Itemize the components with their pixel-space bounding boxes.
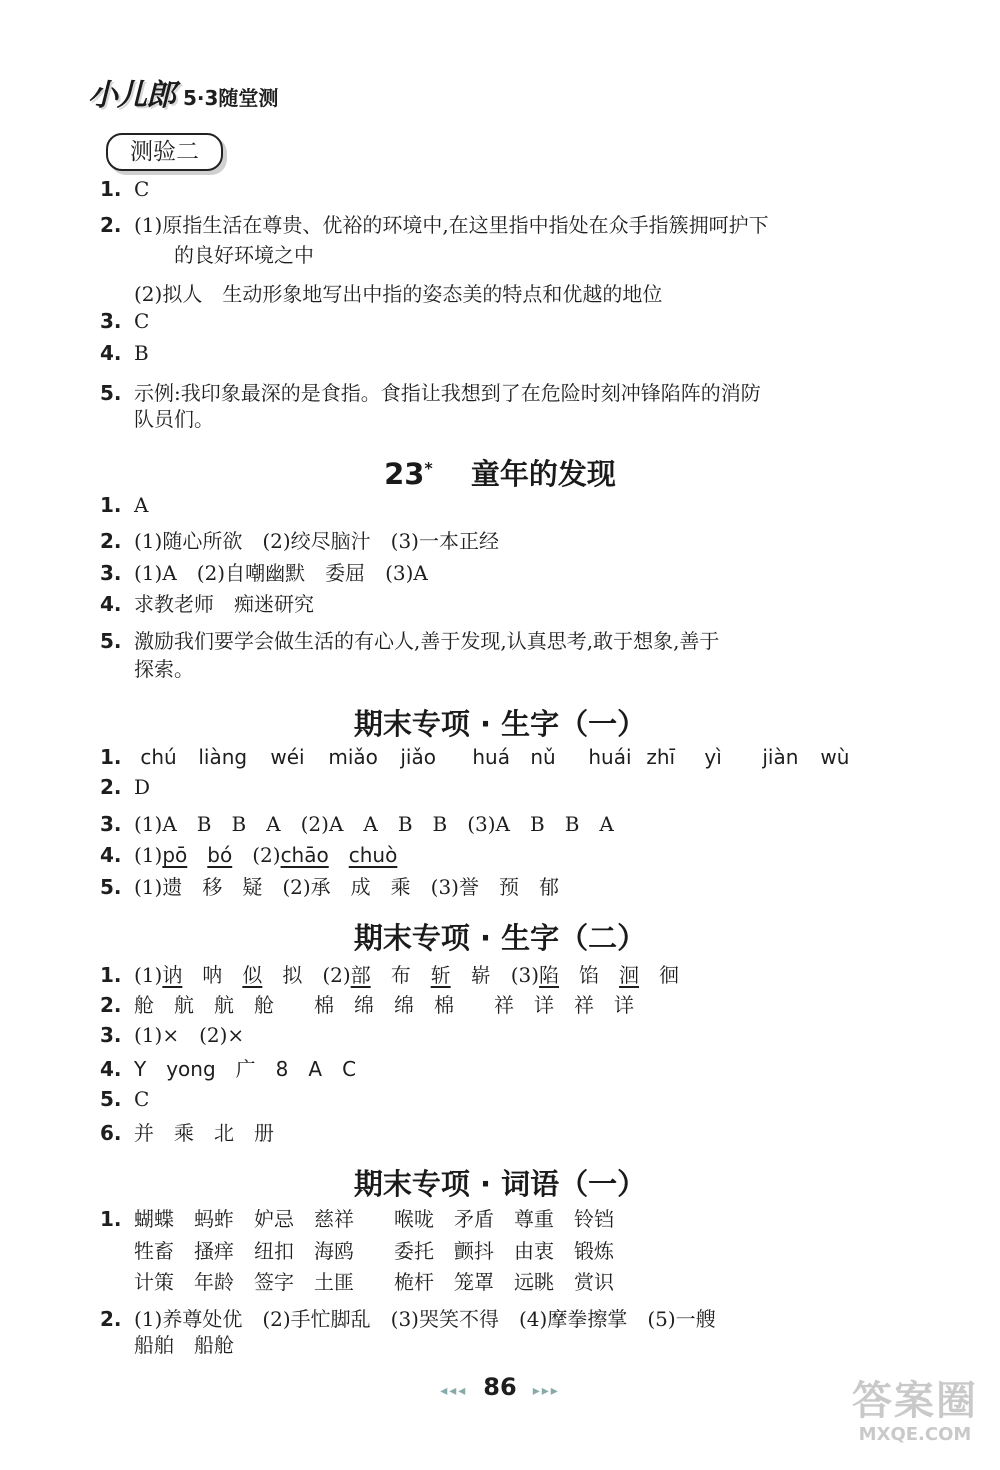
answer-char: 舱 [134,993,154,1017]
page-number: 86 [483,1373,517,1401]
answer-row [100,774,150,800]
answer-row [100,560,428,586]
pinyin-item: nǔ [530,745,556,769]
word: 矛盾 [454,1207,494,1231]
answer-text: 示例:我印象最深的是食指。食指让我想到了在危险时刻冲锋陷阵的消防 [134,381,761,405]
pinyin-item: miǎo [328,745,378,769]
underlined-char: 部 [350,963,371,987]
question-number: 1. [100,493,122,517]
answer-text: 求教老师 痴迷研究 [134,592,314,616]
question-number: 3. [100,561,122,585]
answer-continuation: 队员们。 [134,407,214,431]
pinyin-item: jiàn [762,745,799,769]
word: 年龄 [194,1270,234,1294]
answer-char: 舱 [254,993,274,1017]
answer-row [100,992,634,1018]
answer-text: 激励我们要学会做生活的有心人,善于发现,认真思考,敢于想象,善于 [134,629,720,653]
word: 远眺 [514,1270,554,1294]
question-number: 3. [100,1023,122,1047]
word: 锻炼 [574,1239,614,1263]
answer-text: D [134,775,151,799]
section-heading: 期末专项 · 生字（一） [353,707,647,741]
watermark-logo [835,1378,995,1464]
pinyin-item: yì [704,745,722,769]
answer-continuation: 的良好环境之中 [174,243,314,267]
underlined-char: 讷 [162,963,183,987]
brand-subtitle: 5·3随堂测 [183,86,279,110]
answer-char: 绵 [394,993,414,1017]
pinyin-item: huái [588,745,632,769]
answer-text: C [134,1087,150,1111]
right-arrows-icon: ▸▸▸ [532,1383,560,1399]
word: 蚂蚱 [194,1207,234,1231]
word: 赏识 [574,1270,614,1294]
answer-char: 呐 [202,963,223,987]
word: 喉咙 [394,1207,434,1231]
answer-text: (1)养尊处优 (2)手忙脚乱 (3)哭笑不得 (4)摩拳擦掌 (5)一艘 [134,1307,716,1331]
answer-row [100,1269,614,1295]
answer-row [100,212,769,238]
pinyin-answer: bó [207,843,233,867]
pinyin-item: liàng [198,745,248,769]
answer-char: 详 [534,993,554,1017]
pinyin-answer: chāo [280,843,329,867]
question-number: 2. [100,775,122,799]
answer-row [100,842,397,868]
answer-text: (2) [322,963,351,987]
question-number: 5. [100,875,122,899]
answer-char: 崭 [470,963,491,987]
watermark-url: MXQE.COM [858,1424,972,1445]
question-number: 1. [100,963,122,987]
question-number: 5. [100,381,122,405]
word: 颤抖 [454,1239,494,1263]
brand-logo: 小儿郎 [88,78,175,113]
word: 土匪 [314,1270,354,1294]
answer-text: (2) [252,843,281,867]
answer-text: C [134,309,150,333]
word: 铃铛 [574,1207,614,1231]
answer-text: A [134,493,149,517]
section-heading: 期末专项 · 词语（一） [353,1167,647,1201]
answer-row [100,281,662,307]
underlined-char: 洄 [619,963,640,987]
word: 尊重 [514,1207,554,1231]
answer-char: 布 [390,963,411,987]
question-number: 2. [100,529,122,553]
answer-row [100,380,761,406]
answer-text: (1) [134,963,163,987]
answer-continuation: 探索。 [134,657,194,681]
answer-row [100,176,149,202]
question-number: 2. [100,993,122,1017]
question-number: 1. [100,745,122,769]
word: 牲畜 [134,1239,174,1263]
answer-text: 并 乘 北 册 [134,1121,274,1145]
answer-row [100,811,614,837]
pinyin-answer: chuò [348,843,398,867]
word: 签字 [254,1270,294,1294]
answer-row [100,962,679,988]
watermark-text: 答案圈 [852,1378,978,1424]
answer-text: (1) [134,843,163,867]
question-number: 5. [100,629,122,653]
word: 桅杆 [394,1270,434,1294]
answer-row [100,308,149,334]
answer-continuation: 船舶 船舱 [134,1333,234,1357]
word: 委托 [394,1239,434,1263]
question-number: 3. [100,812,122,836]
answer-char: 详 [614,993,634,1017]
answer-char: 祥 [494,993,514,1017]
answer-row [100,1056,356,1082]
pinyin-item: zhī [646,745,676,769]
answer-row [100,591,314,617]
question-number: 1. [100,1207,122,1231]
answer-row [100,340,149,366]
answer-char: 馅 [579,963,600,987]
lesson-mark: * [424,458,433,478]
answer-row [100,1120,274,1146]
word: 蝴蝶 [134,1207,174,1231]
pinyin-item: huá [472,745,510,769]
word: 慈祥 [314,1207,354,1231]
lesson-number: 23 [384,457,425,491]
pinyin-item: wéi [270,745,305,769]
answer-char: 祥 [574,993,594,1017]
answer-row [100,1022,244,1048]
word: 海鸥 [314,1239,354,1263]
question-number: 4. [100,1057,122,1081]
answer-row [100,1206,614,1232]
answer-text: (2)拟人 生动形象地写出中指的姿态美的特点和优越的地位 [134,282,663,306]
underlined-char: 陷 [539,963,560,987]
question-number: 3. [100,309,122,333]
answer-char: 绵 [354,993,374,1017]
answer-text: C [134,177,150,201]
pinyin-answer: pō [162,843,188,867]
question-number: 6. [100,1121,122,1145]
answer-text: B [134,341,149,365]
answer-text: (1)× (2)× [134,1023,245,1047]
answer-char: 棉 [434,993,454,1017]
underlined-char: 似 [242,963,263,987]
answer-row [100,628,719,654]
answer-row [100,1306,716,1332]
pinyin-item: chú [140,745,177,769]
answer-text: Y yong 广 8 A C [134,1057,357,1081]
lesson-heading [0,452,1000,493]
question-number: 2. [100,213,122,237]
word: 笼罩 [454,1270,494,1294]
answer-text: (1)原指生活在尊贵、优裕的环境中,在这里指中指处在众手指簇拥呵护下 [134,213,769,237]
answer-text: (1)随心所欲 (2)绞尽脑汁 (3)一本正经 [134,529,499,553]
question-number: 4. [100,843,122,867]
answer-char: 航 [214,993,234,1017]
answer-char: 航 [174,993,194,1017]
question-number: 2. [100,1307,122,1331]
question-number: 4. [100,341,122,365]
answer-text: (1)A B B A (2)A A B B (3)A B B A [134,812,614,836]
left-arrows-icon: ◂◂◂ [440,1383,468,1399]
answer-row [100,874,559,900]
word: 妒忌 [254,1207,294,1231]
word: 搔痒 [194,1239,234,1263]
answer-row [100,492,148,518]
answer-row [100,744,849,770]
underlined-char: 斩 [430,963,451,987]
answer-text: (1)遗 移 疑 (2)承 成 乘 (3)誉 预 郁 [134,875,559,899]
word: 由衷 [514,1239,554,1263]
answer-text: (3) [510,963,540,987]
answer-text: (1)A (2)自嘲幽默 委屈 (3)A [134,561,428,585]
question-number: 4. [100,592,122,616]
answer-row [100,1238,614,1264]
answer-row [100,1086,149,1112]
quiz-title-badge: 测验二 [106,133,223,171]
question-number: 5. [100,1087,122,1111]
brand-header [88,70,278,114]
answer-char: 徊 [659,963,680,987]
word: 纽扣 [254,1239,294,1263]
pinyin-item: wù [820,745,850,769]
question-number: 1. [100,177,122,201]
answer-row [100,528,499,554]
answer-char: 拟 [282,963,303,987]
section-heading: 期末专项 · 生字（二） [353,921,647,955]
pinyin-item: jiǎo [400,745,436,769]
word: 计策 [134,1270,174,1294]
lesson-title: 童年的发现 [470,457,616,491]
answer-char: 棉 [314,993,334,1017]
